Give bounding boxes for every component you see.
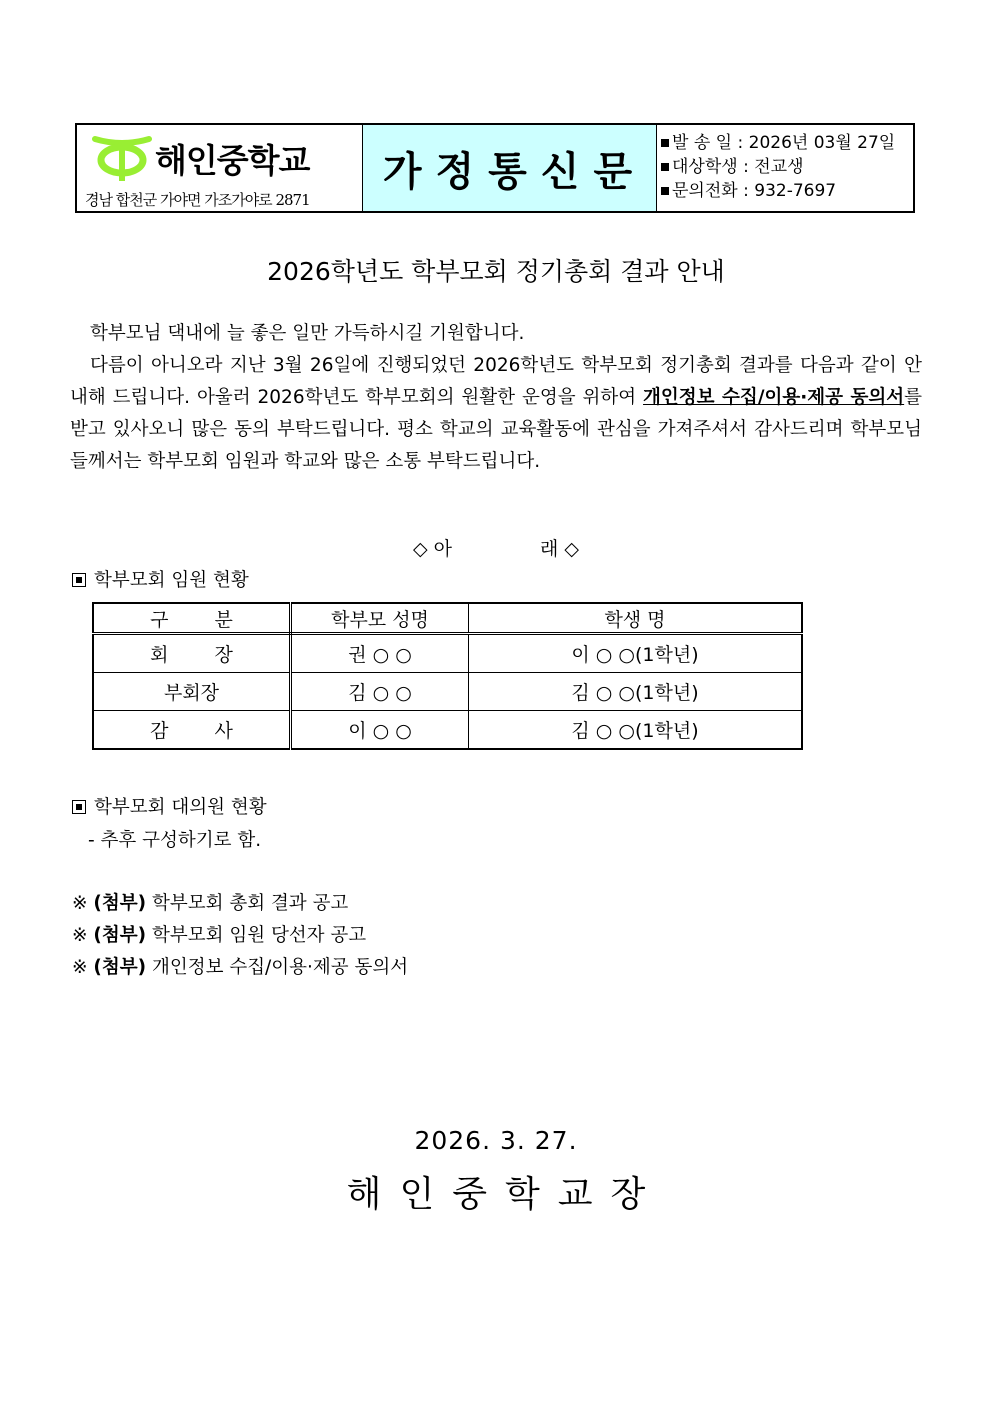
attachment-item: ※ (첨부) 학부모회 임원 당선자 공고 xyxy=(72,925,367,946)
attachment-item: ※ (첨부) 개인정보 수집/이용·제공 동의서 xyxy=(72,957,409,978)
officers-heading: 학부모회 임원 현황 xyxy=(72,566,249,592)
attachment-item: ※ (첨부) 학부모회 총회 결과 공고 xyxy=(72,893,349,914)
table-header-row xyxy=(93,603,802,634)
square-bullet-icon xyxy=(661,187,669,195)
table-row: 부회장 김 ○ ○ 김 ○ ○(1학년) xyxy=(93,673,802,711)
doc-type-title: 가정통신문 xyxy=(382,148,647,195)
school-address: 경남 합천군 가야면 가조가야로 2871 xyxy=(85,191,310,209)
square-bullet-icon xyxy=(661,163,669,171)
school-name: 해인중학교 xyxy=(155,140,310,180)
doc-info xyxy=(657,125,913,211)
letterhead xyxy=(75,123,915,213)
delegates-note: - 추후 구성하기로 함. xyxy=(88,830,262,851)
table-row: 회 장 권 ○ ○ 이 ○ ○(1학년) xyxy=(93,634,802,673)
main-paragraph: 다름이 아니오라 지난 3월 26일에 진행되었던 2026학년도 학부모회 정기총회 결과를 다음과 같이 안내해 드립니다. 아울러 2026학년도 학부모회의 원활한 운영을 위하여 개인정보 수집/이용·제공 동의서를 받고 있사오니 많은 동의 부탁드립니다. 평소 학교의 교육활동에 관심을 가져주셔서 감사드리며 학부모님들께서는 학부모회 임원과 학교와 많은 소통 부탁드립니다. xyxy=(70,355,922,472)
officers-table xyxy=(92,602,803,750)
column-header: 학생 명 xyxy=(469,603,803,634)
table-row: 감 사 이 ○ ○ 김 ○ ○(1학년) xyxy=(93,711,802,750)
info-send-date: 발 송 일 : 2026년 03월 27일 xyxy=(661,131,913,155)
school-logo-icon xyxy=(91,133,153,183)
document-title: 2026학년도 학부모회 정기총회 결과 안내 xyxy=(267,257,725,286)
info-target: 대상학생 : 전교생 xyxy=(661,155,913,179)
letter-body xyxy=(70,318,922,478)
notice-heading: ◇ 아 래 ◇ xyxy=(412,538,580,560)
delegates-heading: 학부모회 대의원 현황 xyxy=(72,793,267,819)
column-header: 학부모 성명 xyxy=(291,603,469,634)
boxed-square-icon xyxy=(72,800,86,814)
info-contact: 문의전화 : 932-7697 xyxy=(661,179,913,203)
square-bullet-icon xyxy=(661,139,669,147)
column-header: 구 분 xyxy=(93,603,291,634)
consent-form-reference: 개인정보 수집/이용·제공 동의서 xyxy=(643,387,905,408)
issue-date: 2026. 3. 27. xyxy=(414,1126,578,1155)
school-identity xyxy=(77,125,363,211)
boxed-square-icon xyxy=(72,573,86,587)
principal-signature: 해인중학교장 xyxy=(346,1174,664,1215)
greeting: 학부모님 댁내에 늘 좋은 일만 가득하시길 기원합니다. xyxy=(90,323,525,344)
doc-type-banner xyxy=(363,125,657,211)
